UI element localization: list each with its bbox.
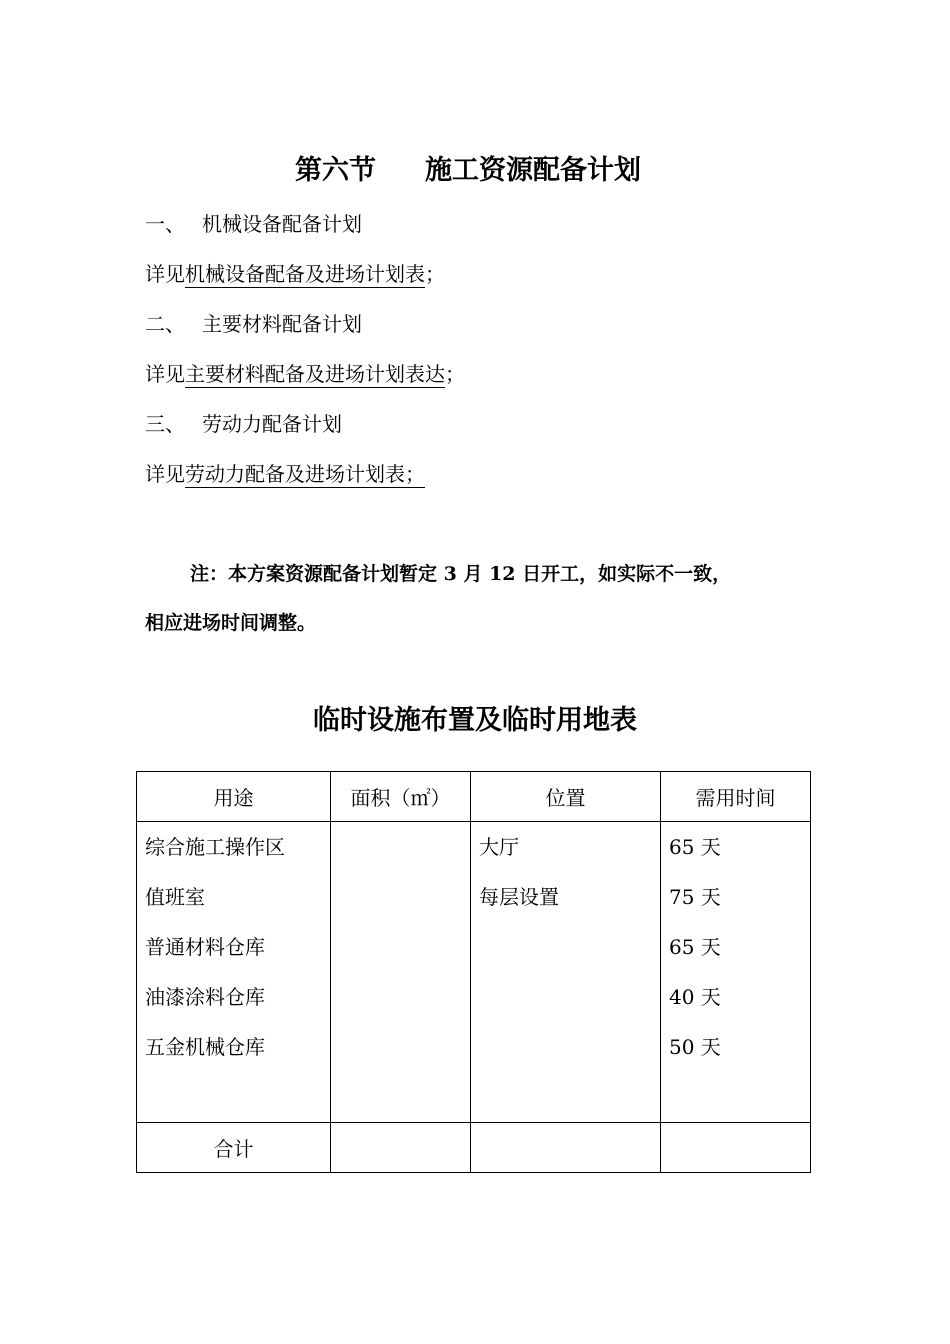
item-3-link[interactable]: 劳动力配备及进场计划表；	[185, 462, 425, 486]
table-body-row	[137, 822, 811, 1123]
use-item: 普通材料仓库	[145, 935, 265, 959]
item-1-heading: 机械设备配备计划	[202, 212, 362, 236]
header-use: 用途	[137, 772, 331, 822]
header-location: 位置	[471, 772, 661, 822]
item-3-detail	[145, 458, 425, 487]
use-cell	[137, 822, 331, 1123]
location-cell	[471, 822, 661, 1123]
header-duration: 需用时间	[661, 772, 811, 822]
section-title-right: 施工资源配备计划	[425, 155, 641, 186]
item-2-number: 二、	[145, 312, 185, 336]
duration-item: 65 天	[669, 935, 721, 959]
item-3-heading: 劳动力配备计划	[202, 412, 342, 436]
item-1-detail	[145, 258, 445, 287]
table-header-row	[137, 772, 811, 822]
item-2-suffix: ；	[445, 362, 465, 386]
table-title: 临时设施布置及临时用地表	[313, 705, 637, 736]
header-area: 面积（㎡）	[331, 772, 471, 822]
use-item: 五金机械仓库	[145, 1035, 265, 1059]
use-item: 值班室	[145, 885, 205, 909]
item-3-prefix: 详见	[145, 462, 185, 486]
facilities-table	[136, 771, 811, 1173]
duration-item: 40 天	[669, 985, 721, 1009]
total-duration	[661, 1123, 811, 1173]
area-cell	[331, 822, 471, 1123]
duration-item: 50 天	[669, 1035, 721, 1059]
total-label: 合计	[137, 1123, 331, 1173]
total-area	[331, 1123, 471, 1173]
location-item: 大厅	[479, 835, 519, 859]
total-location	[471, 1123, 661, 1173]
location-item: 每层设置	[479, 885, 559, 909]
item-1-link[interactable]: 机械设备配备及进场计划表	[185, 262, 425, 286]
item-1-number: 一、	[145, 212, 185, 236]
item-2-detail	[145, 358, 465, 387]
section-title-left: 第六节	[295, 155, 376, 186]
duration-item: 65 天	[669, 835, 721, 859]
duration-cell	[661, 822, 811, 1123]
table-total-row	[137, 1123, 811, 1173]
item-2-link[interactable]: 主要材料配备及进场计划表达	[185, 362, 445, 386]
use-item: 油漆涂料仓库	[145, 985, 265, 1009]
note-line-1: 注：本方案资源配备计划暂定 3 月 12 日开工，如实际不一致，	[190, 563, 732, 585]
item-3-number: 三、	[145, 412, 185, 436]
item-1-prefix: 详见	[145, 262, 185, 286]
use-item: 综合施工操作区	[145, 835, 285, 859]
item-1-suffix: ；	[425, 262, 445, 286]
note-line-2: 相应进场时间调整。	[145, 612, 317, 634]
item-2-prefix: 详见	[145, 362, 185, 386]
duration-item: 75 天	[669, 885, 721, 909]
item-2-heading: 主要材料配备计划	[202, 312, 362, 336]
